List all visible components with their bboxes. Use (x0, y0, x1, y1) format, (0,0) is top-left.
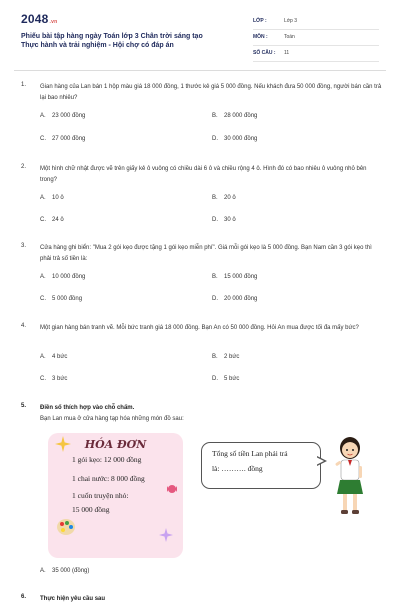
option-text: 5 bức (224, 376, 240, 382)
question-text: Cửa hàng ghi biển: "Mua 2 gói kẹo được tặng 1 gói kẹo miễn phí". Giá mỗi gói kẹo là 5 000 đồng. Bạn Nam cần 3 gói kẹo thì phải trả số tiền là: (40, 245, 372, 262)
option-a[interactable] (40, 354, 67, 360)
site-logo[interactable] (21, 12, 57, 26)
option-text: 5 000 đồng (52, 296, 83, 302)
option-text: 20 ô (224, 195, 236, 201)
bubble-tail-fill (316, 457, 324, 465)
option-letter: A. (40, 354, 46, 360)
option-text: 3 bức (52, 376, 68, 382)
invoice-item: 1 chai nước: 8 000 đồng (72, 474, 145, 483)
option-letter: C. (40, 217, 46, 223)
meta-row-grade (253, 14, 379, 30)
meta-value: 11 (284, 50, 290, 56)
option-text: 30 ô (224, 217, 236, 223)
option-b[interactable] (212, 354, 239, 360)
option-a[interactable] (40, 195, 64, 201)
question-text: Một hình chữ nhật được vẽ trên giấy kẻ ô vuông có chiều dài 6 ô và chiều rộng 4 ô. Hình đó có bao nhiêu ô vuông nhỏ bên trong? (40, 166, 367, 183)
option-letter: D. (212, 296, 218, 302)
logo-text: 2048 (21, 12, 49, 26)
option-c[interactable] (40, 136, 85, 142)
option-text: 28 000 đồng (224, 113, 258, 119)
question-text: Gian hàng của Lan bán 1 hộp màu giá 18 000 đồng, 1 thước kẻ giá 5 000 đồng. Nếu khách đưa 50 000 đồng, người bán cần trả lại bao nhiêu? (40, 84, 382, 101)
paint-palette-icon (56, 518, 76, 536)
option-text: 35 000 (đồng) (52, 568, 90, 574)
option-b[interactable] (212, 195, 236, 201)
option-d[interactable] (212, 296, 257, 302)
option-c[interactable] (40, 376, 67, 382)
option-letter: A. (40, 568, 46, 574)
question-number: 6. (21, 594, 27, 600)
option-text: 10 000 đồng (52, 274, 86, 280)
option-a[interactable] (40, 274, 85, 280)
option-text: 4 bức (52, 354, 68, 360)
speech-bubble (201, 442, 321, 489)
invoice-title: HÓA ĐƠN (84, 438, 147, 451)
meta-value: Lớp 3 (284, 18, 298, 24)
option-text: 27 000 đồng (52, 136, 86, 142)
option-letter: B. (212, 195, 218, 201)
title-line-2: Thực hành và trải nghiệm - Hội chợ có đáp án (21, 42, 174, 49)
meta-label: SỐ CÂU : (253, 50, 276, 56)
option-text: 2 bức (224, 354, 240, 360)
question-number: 5. (21, 403, 27, 409)
option-b[interactable] (212, 274, 257, 280)
girl-illustration (330, 436, 370, 518)
option-d[interactable] (212, 217, 236, 223)
option-letter: A. (40, 274, 46, 280)
option-letter: D. (212, 376, 218, 382)
option-text: 10 ô (52, 195, 64, 201)
question-title: Điền số thích hợp vào chỗ chấm. (40, 405, 135, 411)
meta-value: Toán (284, 34, 295, 40)
option-letter: B. (212, 354, 218, 360)
option-letter: C. (40, 296, 46, 302)
candy-icon (166, 483, 178, 495)
question-number: 2. (21, 164, 27, 170)
meta-label: LỚP : (253, 18, 267, 24)
bubble-line-1: Tổng số tiền Lan phải trả (212, 449, 288, 458)
document-title (21, 32, 251, 50)
option-text: 30 000 đồng (224, 136, 258, 142)
option-letter: B. (212, 113, 218, 119)
meta-label: MÔN : (253, 34, 268, 40)
invoice-item: 15 000 đồng (72, 505, 110, 514)
header-divider (14, 70, 386, 71)
option-letter: D. (212, 136, 218, 142)
option-d[interactable] (212, 376, 239, 382)
title-line-1: Phiếu bài tập hàng ngày Toán lớp 3 Chân trời sáng tạo (21, 33, 203, 40)
option-letter: C. (40, 376, 46, 382)
invoice-card (48, 433, 183, 558)
option-text: 23 000 đồng (52, 113, 86, 119)
option-text: 20 000 đồng (224, 296, 258, 302)
option-letter: A. (40, 113, 46, 119)
answer-option-a[interactable] (40, 568, 89, 574)
question-title: Thực hiện yêu cầu sau (40, 596, 106, 602)
meta-row-count (253, 46, 379, 62)
option-c[interactable] (40, 296, 82, 302)
option-d[interactable] (212, 136, 257, 142)
option-text: 24 ô (52, 217, 64, 223)
question-intro: Bạn Lan mua ở cửa hàng tạp hóa những món đồ sau: (40, 416, 184, 422)
invoice-item: 1 cuốn truyện nhỏ: (72, 491, 129, 500)
option-a[interactable] (40, 113, 85, 119)
option-letter: A. (40, 195, 46, 201)
option-letter: B. (212, 274, 218, 280)
meta-table (253, 14, 379, 62)
page-header (0, 0, 400, 66)
bubble-line-2: là: ………. đồng (212, 464, 263, 473)
option-letter: D. (212, 217, 218, 223)
option-b[interactable] (212, 113, 257, 119)
question-number: 3. (21, 243, 27, 249)
question-number: 4. (21, 323, 27, 329)
invoice-item: 1 gói kẹo: 12 000 đồng (72, 455, 142, 464)
option-text: 15 000 đồng (224, 274, 258, 280)
logo-suffix: .vn (49, 19, 58, 25)
option-c[interactable] (40, 217, 64, 223)
question-number: 1. (21, 82, 27, 88)
option-letter: C. (40, 136, 46, 142)
star-decoration-icon (158, 527, 174, 547)
question-text: Một gian hàng bán tranh vẽ. Mỗi bức tranh giá 18 000 đồng. Bạn An có 50 000 đồng. Hỏi An mua được tối đa mấy bức? (40, 325, 359, 331)
meta-row-subject (253, 30, 379, 46)
